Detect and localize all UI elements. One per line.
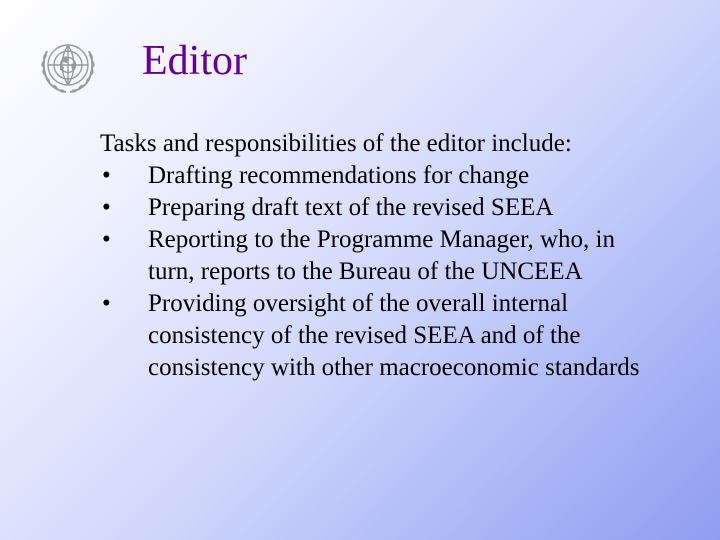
slide-body: [100, 128, 710, 384]
bullet-marker: •: [102, 194, 111, 221]
bullet-text-line: consistency with other macroeconomic standards: [148, 354, 640, 381]
bullet-text-line: Reporting to the Programme Manager, who, in: [148, 226, 615, 253]
bullet-item: [100, 160, 710, 192]
bullet-text-line: Drafting recommendations for change: [148, 162, 530, 189]
bullet-text-line: Preparing draft text of the revised SEEA: [148, 194, 554, 221]
bullet-item: [100, 224, 710, 288]
un-emblem-icon: [36, 34, 100, 98]
bullet-item: [100, 288, 710, 384]
intro-text: Tasks and responsibilities of the editor include:: [100, 130, 572, 157]
slide-title: Editor: [142, 38, 247, 84]
bullet-text-line: turn, reports to the Bureau of the UNCEEA: [148, 258, 583, 285]
bullet-marker: •: [102, 290, 111, 317]
bullet-marker: •: [102, 162, 111, 189]
bullet-item: [100, 192, 710, 224]
bullet-list: [100, 160, 710, 384]
bullet-marker: •: [102, 226, 111, 253]
bullet-text-line: consistency of the revised SEEA and of the: [148, 322, 581, 349]
bullet-text-line: Providing oversight of the overall internal: [148, 290, 569, 317]
